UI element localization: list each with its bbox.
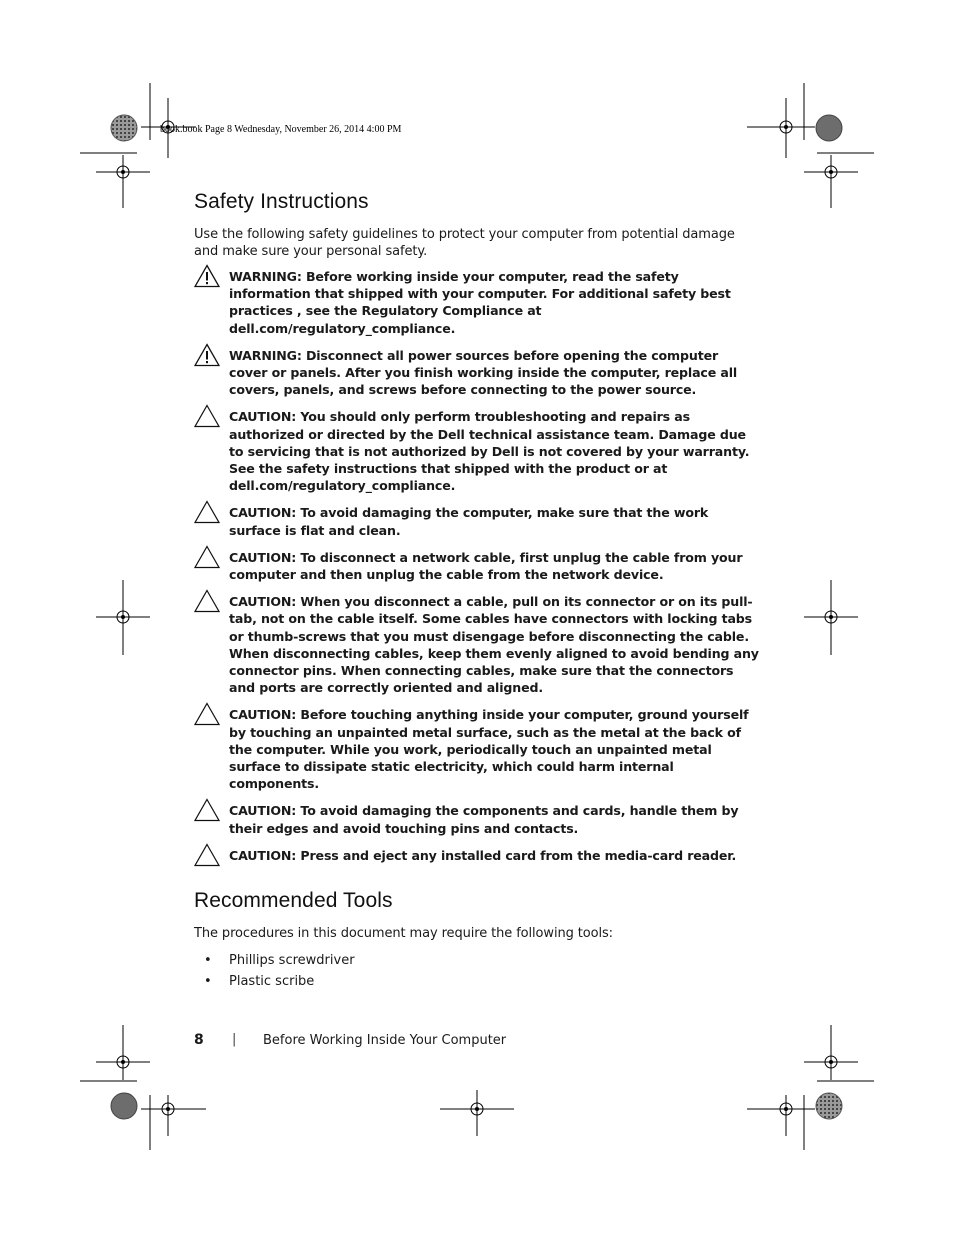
notice-text: [229, 347, 760, 399]
warning-icon: [194, 343, 229, 369]
chapter-title: Before Working Inside Your Computer: [263, 1033, 507, 1048]
notice-paragraph: CAUTION: Press and eject any installed card from the media-card reader.: [229, 847, 737, 863]
notice-paragraph: CAUTION: To avoid damaging the components and cards, handle them by their edges and avoid touching pins and contacts.: [229, 803, 739, 836]
notice-paragraph: CAUTION: To disconnect a network cable, first unplug the cable from your computer and then unplug the cable from the network device.: [229, 549, 743, 583]
caution-notice: [194, 593, 760, 696]
notice-text: [229, 268, 760, 337]
caution-icon: [194, 843, 229, 869]
recommended-tools-heading: Recommended Tools: [194, 888, 393, 912]
notice-paragraph: CAUTION: To avoid damaging the computer, make sure that the work surface is flat and clean.: [229, 505, 709, 538]
notice-text: [229, 408, 760, 494]
caution-icon: [194, 545, 229, 571]
caution-icon: [194, 702, 229, 728]
caution-icon: [194, 589, 229, 615]
bullet: •: [204, 952, 212, 968]
notice-text: [229, 847, 736, 864]
print-header: book.book Page 8 Wednesday, November 26, 2014 4:00 PM: [160, 124, 402, 135]
notice-list: [194, 268, 760, 869]
safety-intro: Use the following safety guidelines to protect your computer from potential damage and make sure your personal safety.: [194, 227, 735, 259]
list-item: [194, 971, 760, 992]
caution-notice: [194, 706, 760, 792]
caution-notice: [194, 802, 760, 836]
footer-separator: |: [232, 1032, 237, 1047]
caution-icon: [194, 404, 229, 430]
notice-paragraph: WARNING: Disconnect all power sources before opening the computer cover or panels. After you finish working inside the computer, replace all covers, panels, and screws before connecting to the power source.: [229, 347, 738, 398]
warning-notice: [194, 347, 760, 399]
caution-notice: [194, 504, 760, 538]
page-footer: [194, 1032, 507, 1048]
tools-intro: The procedures in this document may require the following tools:: [194, 925, 613, 941]
notice-text: [229, 504, 760, 538]
warning-icon: [194, 264, 229, 290]
caution-notice: [194, 549, 760, 583]
tools-list: [194, 950, 760, 992]
notice-text: [229, 706, 760, 792]
bullet: •: [204, 973, 212, 989]
notice-paragraph: CAUTION: When you disconnect a cable, pull on its connector or on its pull-tab, not on the cable itself. Some cables have connectors with locking tabs or thumb-screws that you must disengage before disconnecting the cable.: [229, 594, 753, 644]
warning-notice: [194, 268, 760, 337]
list-item: [194, 950, 760, 971]
caution-icon: [194, 798, 229, 824]
caution-icon: [194, 500, 229, 526]
notice-paragraph: See the safety instructions that shipped with the product or at dell.com/regulatory_compliance.: [229, 461, 668, 494]
tool-label: Plastic scribe: [229, 973, 315, 989]
notice-text: [229, 593, 760, 696]
caution-notice: [194, 847, 760, 869]
notice-paragraph: CAUTION: Before touching anything inside your computer, ground yourself by touching an unpainted metal surface, such as the metal at the back of the computer. While you work, periodically touch an unpainted metal surface to dissipate static electricity, which could harm internal components.: [229, 707, 749, 792]
caution-notice: [194, 408, 760, 494]
notice-paragraph: CAUTION: You should only perform troubleshooting and repairs as authorized or directed by the Dell technical assistance team. Damage due to servicing that is not authorized by Dell is not covered by your warranty.: [229, 409, 750, 459]
notice-paragraph: WARNING: Before working inside your computer, read the safety information that shipped with your computer. For additional safety best practices , see the Regulatory Compliance at dell.com/regulatory_compliance.: [229, 269, 731, 336]
notice-text: [229, 802, 760, 836]
safety-instructions-heading: Safety Instructions: [194, 190, 369, 213]
page-content: [194, 190, 760, 992]
page-number: 8: [194, 1032, 204, 1048]
notice-text: [229, 549, 760, 583]
tool-label: Phillips screwdriver: [229, 952, 355, 968]
notice-paragraph: When disconnecting cables, keep them evenly aligned to avoid bending any connector pins. When connecting cables, make sure that the connectors and ports are correctly oriented and aligned.: [229, 645, 759, 696]
